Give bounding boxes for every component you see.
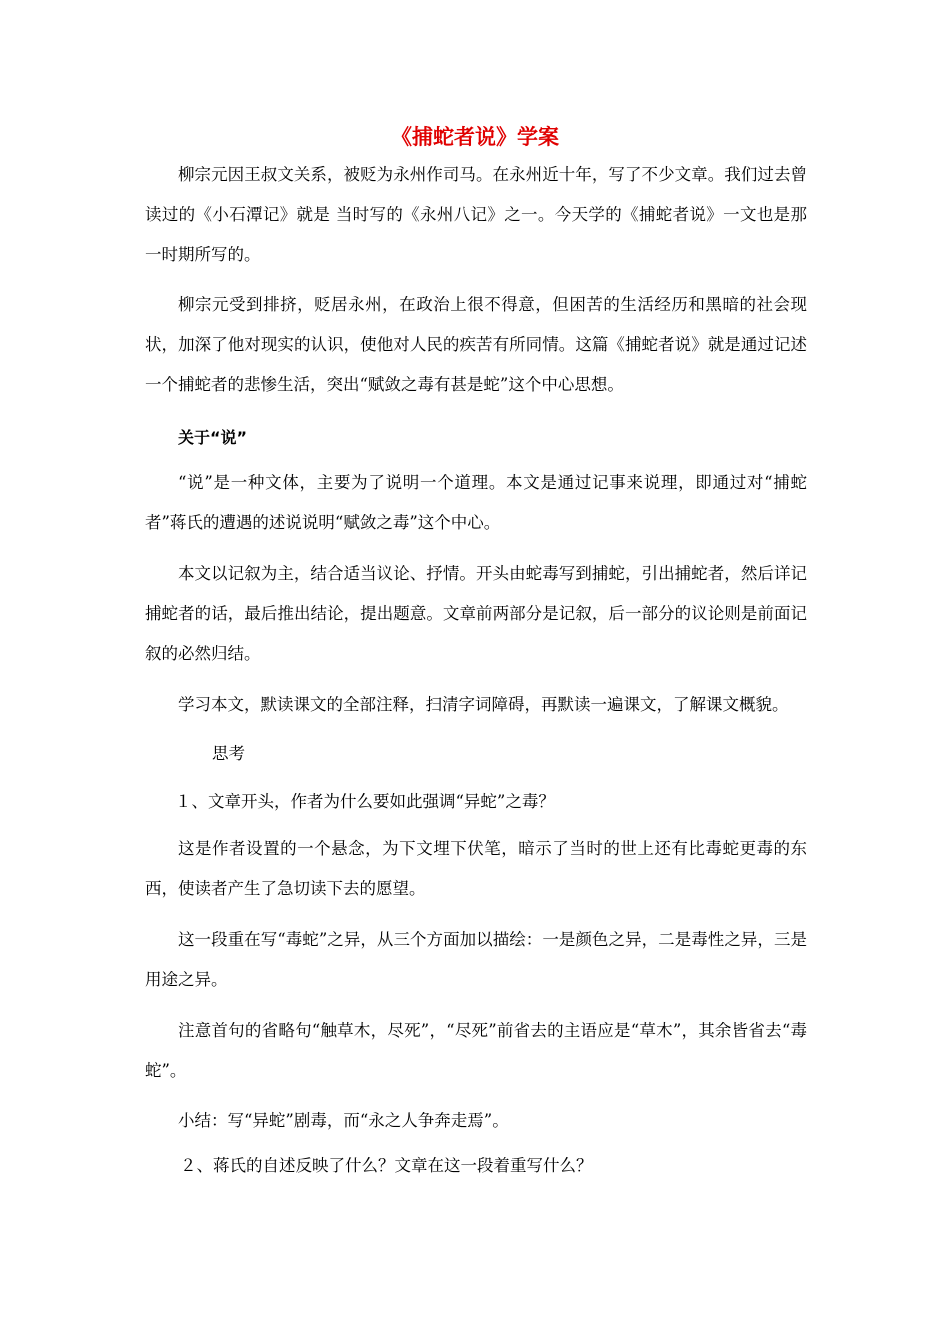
intro-paragraph-1: 柳宗元因王叔文关系，被贬为永州作司马。在永州近十年，写了不少文章。我们过去曾读过的《小石潭记》就是 当时写的《永州八记》之一。今天学的《捕蛇者说》一文也是那一时期所写的。 — [145, 165, 807, 264]
section-paragraph-1: “说”是一种文体，主要为了说明一个道理。本文是通过记事来说理，即通过对“捕蛇者”蒋氏的遭遇的述说说明“赋敛之毒”这个中心。 — [145, 473, 807, 532]
document-title: 《捕蛇者说》学案 — [391, 125, 559, 149]
question-2: ２、蒋氏的自述反映了什么？文章在这一段着重写什么？ — [180, 1156, 593, 1175]
section-heading: 关于“说” — [178, 428, 248, 447]
answer-1-paragraph-3: 注意首句的省略句“触草木，尽死”，“尽死”前省去的主语应是“草木”，其余皆省去“毒蛇”。 — [145, 1021, 807, 1080]
think-label: 思考 — [212, 744, 245, 763]
answer-1-paragraph-2: 这一段重在写“毒蛇”之异，从三个方面加以描绘：一是颜色之异，二是毒性之异，三是用途之异。 — [145, 930, 807, 989]
answer-1-summary: 小结：写“异蛇”剧毒，而“永之人争奔走焉”。 — [178, 1111, 509, 1130]
section-paragraph-3: 学习本文，默读课文的全部注释，扫清字词障碍，再默读一遍课文，了解课文概貌。 — [178, 695, 789, 714]
answer-1-paragraph-1: 这是作者设置的一个悬念，为下文埋下伏笔，暗示了当时的世上还有比毒蛇更毒的东西，使读者产生了急切读下去的愿望。 — [145, 839, 807, 898]
section-paragraph-2: 本文以记叙为主，结合适当议论、抒情。开头由蛇毒写到捕蛇，引出捕蛇者，然后详记捕蛇者的话，最后推出结论，提出题意。文章前两部分是记叙，后一部分的议论则是前面记叙的必然归结。 — [145, 564, 807, 663]
intro-paragraph-2: 柳宗元受到排挤，贬居永州，在政治上很不得意，但困苦的生活经历和黑暗的社会现状，加深了他对现实的认识，使他对人民的疾苦有所同情。这篇《捕蛇者说》就是通过记述一个捕蛇者的悲惨生活，突出“赋敛之毒有甚是蛇”这个中心思想。 — [145, 295, 807, 394]
question-1: １、文章开头，作者为什么要如此强调“异蛇”之毒？ — [175, 792, 555, 811]
